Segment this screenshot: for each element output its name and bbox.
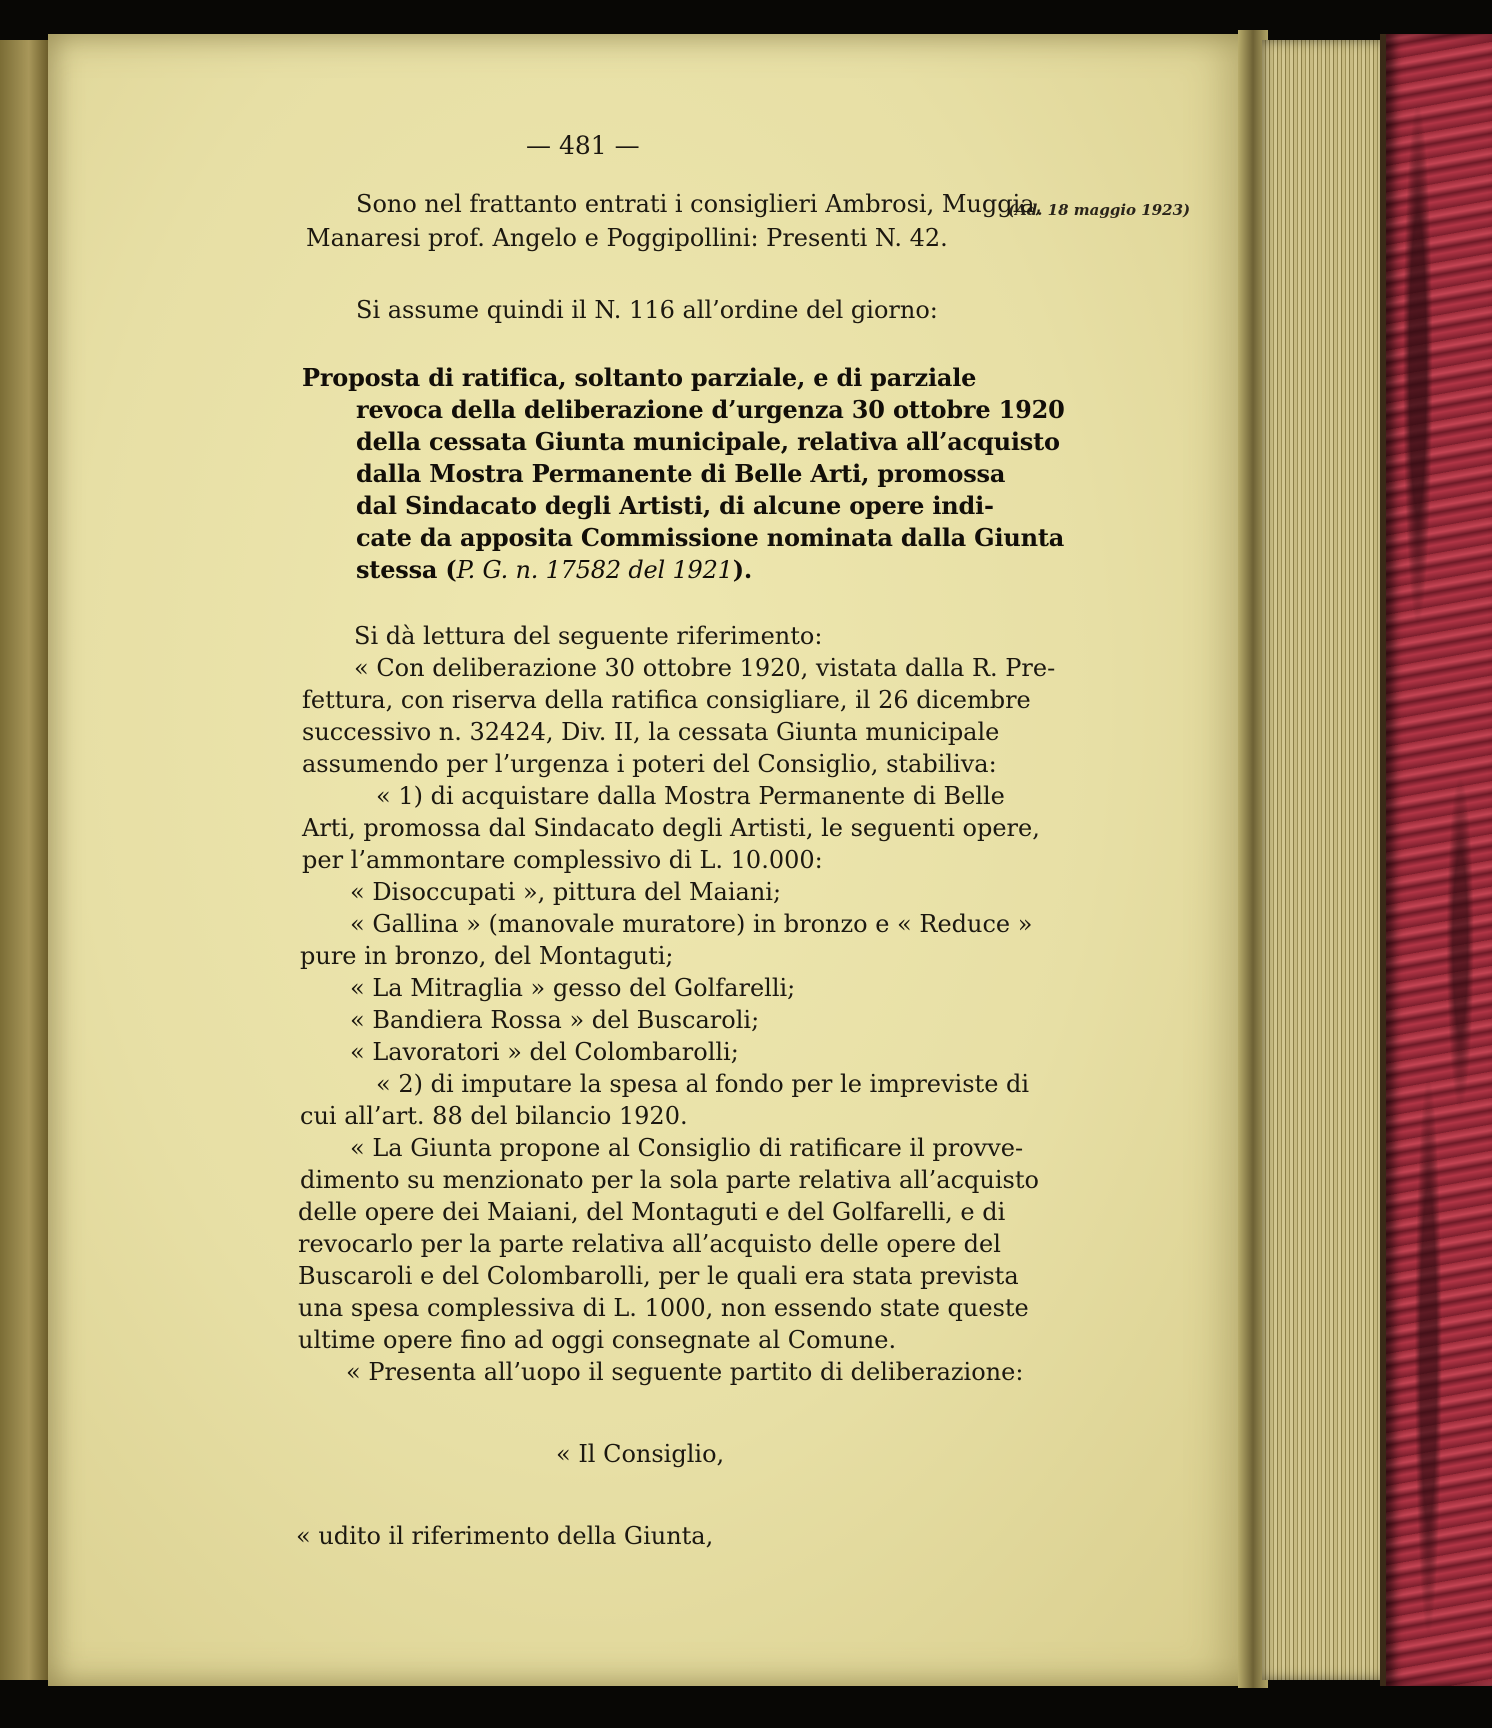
title-last-suffix: ). (732, 555, 753, 584)
body-line: dimento su menzionato per la sola parte relativa all’acquisto (300, 1166, 1039, 1194)
title-line: dal Sindacato degli Artisti, di alcune opere indi- (356, 491, 994, 520)
body-line: « Disoccupati », pittura del Maiani; (350, 878, 782, 906)
agenda-line: Si assume quindi il N. 116 all’ordine del giorno: (356, 296, 938, 324)
body-line: « Con deliberazione 30 ottobre 1920, vistata dalla R. Pre- (354, 654, 1056, 682)
intro-line: Sono nel frattanto entrati i consiglieri Ambrosi, Muggia, (356, 190, 1043, 218)
page-edges (1262, 40, 1388, 1680)
body-line: « La Mitraglia » gesso del Golfarelli; (350, 974, 796, 1002)
body-line: « Presenta all’uopo il seguente partito di deliberazione: (346, 1358, 1024, 1386)
body-line: cui all’art. 88 del bilancio 1920. (300, 1102, 688, 1130)
title-last-line (356, 554, 752, 586)
page-number: — 481 — (526, 131, 640, 160)
intro-line: Manaresi prof. Angelo e Poggipollini: Presenti N. 42. (306, 224, 948, 252)
protocol-reference: P. G. n. 17582 del 1921 (456, 556, 733, 584)
body-line: « La Giunta propone al Consiglio di ratificare il provve- (350, 1134, 1024, 1162)
body-line: fettura, con riserva della ratifica consigliare, il 26 dicembre (302, 686, 1031, 714)
title-line: cate da apposita Commissione nominata dalla Giunta (356, 523, 1065, 552)
body-line: revocarlo per la parte relativa all’acquisto delle opere del (298, 1230, 1001, 1258)
consiglio-heading: « Il Consiglio, (556, 1440, 725, 1468)
body-line: « Bandiera Rossa » del Buscaroli; (350, 1006, 760, 1034)
margin-date-note: (Ad. 18 maggio 1923) (1008, 201, 1191, 219)
udito-line: « udito il riferimento della Giunta, (296, 1522, 714, 1550)
marbled-binding (1386, 34, 1492, 1686)
body-line: Arti, promossa dal Sindacato degli Artisti, le seguenti opere, (302, 814, 1040, 842)
body-line: per l’ammontare complessivo di L. 10.000: (302, 846, 823, 874)
title-line: revoca della deliberazione d’urgenza 30 ottobre 1920 (356, 395, 1065, 424)
left-page-edge (0, 40, 48, 1680)
title-line: della cessata Giunta municipale, relativa all’acquisto (356, 427, 1060, 456)
body-line: successivo n. 32424, Div. II, la cessata Giunta municipale (302, 718, 1000, 746)
body-line: Si dà lettura del seguente riferimento: (354, 622, 823, 650)
body-line: pure in bronzo, del Montaguti; (300, 942, 674, 970)
body-line: « 2) di imputare la spesa al fondo per le impreviste di (376, 1070, 1030, 1098)
title-last-prefix: stessa ( (356, 555, 457, 584)
body-line: delle opere dei Maiani, del Montaguti e del Golfarelli, e di (298, 1198, 1006, 1226)
body-line: una spesa complessiva di L. 1000, non essendo state queste (298, 1294, 1029, 1322)
title-line: dalla Mostra Permanente di Belle Arti, promossa (356, 459, 1006, 488)
body-line: « Lavoratori » del Colombarolli; (350, 1038, 739, 1066)
body-line: assumendo per l’urgenza i poteri del Consiglio, stabiliva: (302, 750, 997, 778)
title-line: Proposta di ratifica, soltanto parziale, e di parziale (302, 363, 977, 392)
body-line: Buscaroli e del Colombarolli, per le quali era stata prevista (298, 1262, 1019, 1290)
body-line: ultime opere fino ad oggi consegnate al Comune. (298, 1326, 897, 1354)
body-line: « Gallina » (manovale muratore) in bronzo e « Reduce » (350, 910, 1033, 938)
body-line: « 1) di acquistare dalla Mostra Permanente di Belle (376, 782, 1005, 810)
